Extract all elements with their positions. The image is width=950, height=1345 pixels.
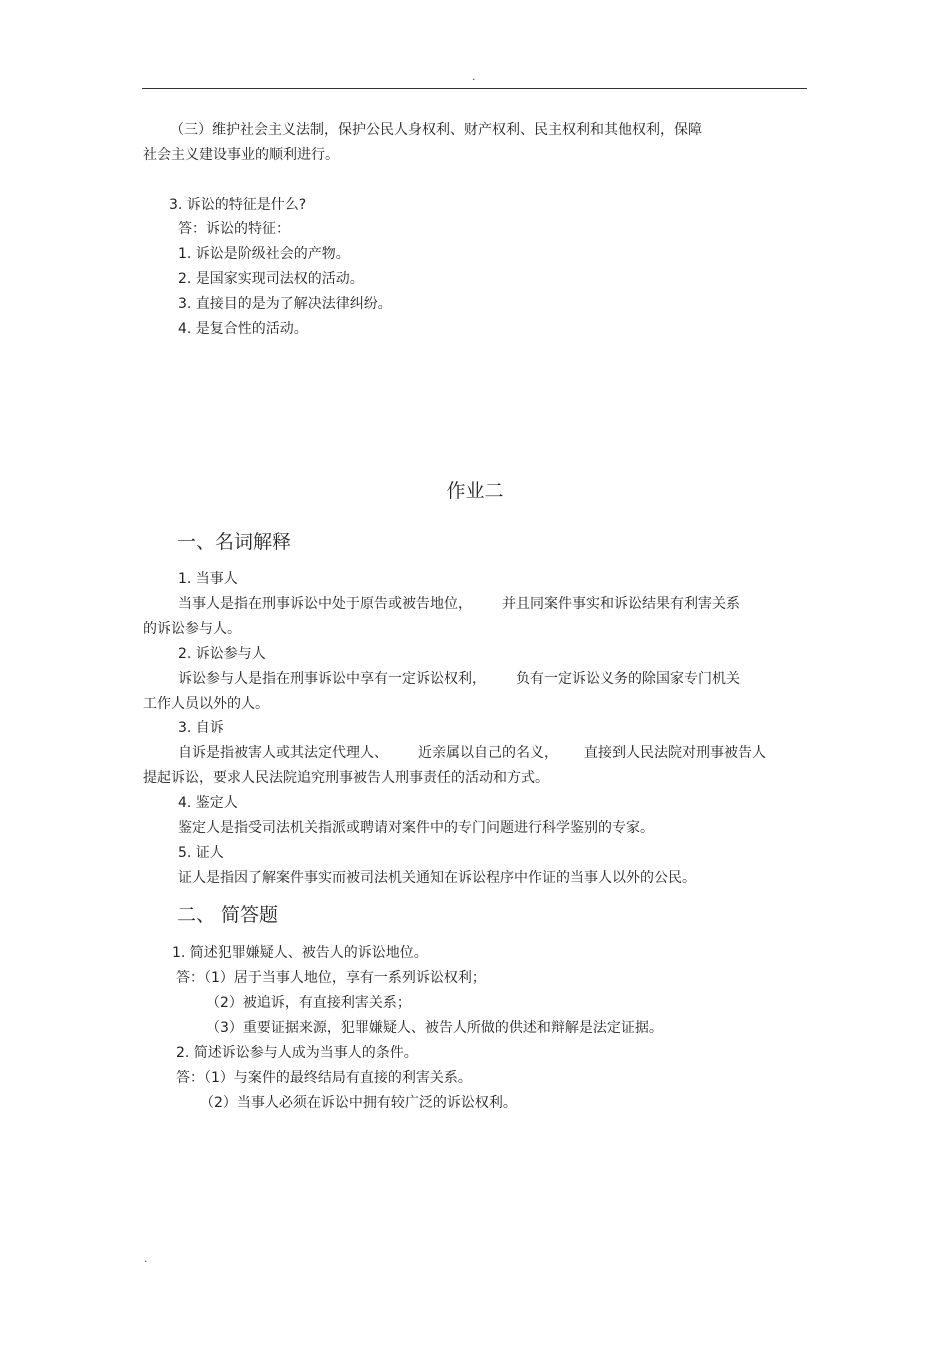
term-label: 3. 自诉	[178, 720, 224, 736]
answer-line: （2）被追诉，有直接利害关系；	[206, 995, 411, 1011]
header-rule	[142, 88, 807, 89]
text-segment: 负有一定诉讼义务的除国家专门机关	[516, 671, 740, 687]
answer-line: （3）重要证据来源，犯罪嫌疑人、被告人所做的供述和辩解是法定证据。	[206, 1020, 663, 1036]
answer-3-item: 4. 是复合性的活动。	[178, 321, 308, 337]
answer-3-item: 1. 诉讼是阶级社会的产物。	[178, 246, 350, 262]
text-segment: 近亲属以自己的名义，	[418, 745, 558, 761]
text-segment: 当事人是指在刑事诉讼中处于原告或被告地位，	[178, 596, 472, 612]
paragraph-line: （三）维护社会主义法制，保护公民人身权利、财产权利、民主权利和其他权利，保障	[170, 122, 702, 138]
section-heading-short-answer: 二、 简答题	[177, 904, 279, 926]
text-segment: 直接到人民法院对刑事被告人	[584, 745, 766, 761]
answer-3-item: 2. 是国家实现司法权的活动。	[178, 271, 364, 287]
term-definition-line	[178, 670, 740, 688]
term-label: 4. 鉴定人	[178, 795, 238, 811]
question-3: 3. 诉讼的特征是什么?	[169, 197, 307, 213]
term-definition-line	[178, 595, 740, 613]
answer-line: 答：（1）居于当事人地位，享有一系列诉讼权利；	[176, 970, 486, 986]
short-question-2: 2. 简述诉讼参与人成为当事人的条件。	[176, 1045, 418, 1061]
text-segment: 并且同案件事实和诉讼结果有利害关系	[502, 596, 740, 612]
text-segment: 诉讼参与人是指在刑事诉讼中享有一定诉讼权利，	[178, 671, 486, 687]
homework-title: 作业二	[446, 480, 504, 502]
term-definition-line: 的诉讼参与人。	[143, 621, 241, 637]
footer-mark: .	[144, 1252, 148, 1265]
term-label: 1. 当事人	[178, 571, 238, 587]
term-label: 5. 证人	[178, 845, 224, 861]
answer-3-item: 3. 直接目的是为了解决法律纠纷。	[178, 296, 392, 312]
term-definition-line: 证人是指因了解案件事实而被司法机关通知在诉讼程序中作证的当事人以外的公民。	[178, 870, 696, 886]
header-mark: .	[472, 70, 476, 83]
answer-3-intro: 答：诉讼的特征：	[178, 221, 290, 237]
text-segment: 自诉是指被害人或其法定代理人、	[178, 745, 388, 761]
paragraph-line: 社会主义建设事业的顺利进行。	[143, 147, 339, 163]
term-definition-line: 工作人员以外的人。	[143, 696, 269, 712]
term-definition-line: 鉴定人是指受司法机关指派或聘请对案件中的专门问题进行科学鉴别的专家。	[178, 820, 654, 836]
term-definition-line	[178, 744, 766, 762]
answer-line: 答：（1）与案件的最终结局有直接的利害关系。	[176, 1070, 472, 1086]
term-definition-line: 提起诉讼，要求人民法院追究刑事被告人刑事责任的活动和方式。	[143, 770, 549, 786]
short-question-1: 1. 简述犯罪嫌疑人、被告人的诉讼地位。	[172, 945, 428, 961]
section-heading-terms: 一、名词解释	[177, 531, 292, 553]
term-label: 2. 诉讼参与人	[178, 646, 266, 662]
answer-line: （2）当事人必须在诉讼中拥有较广泛的诉讼权利。	[200, 1095, 517, 1111]
